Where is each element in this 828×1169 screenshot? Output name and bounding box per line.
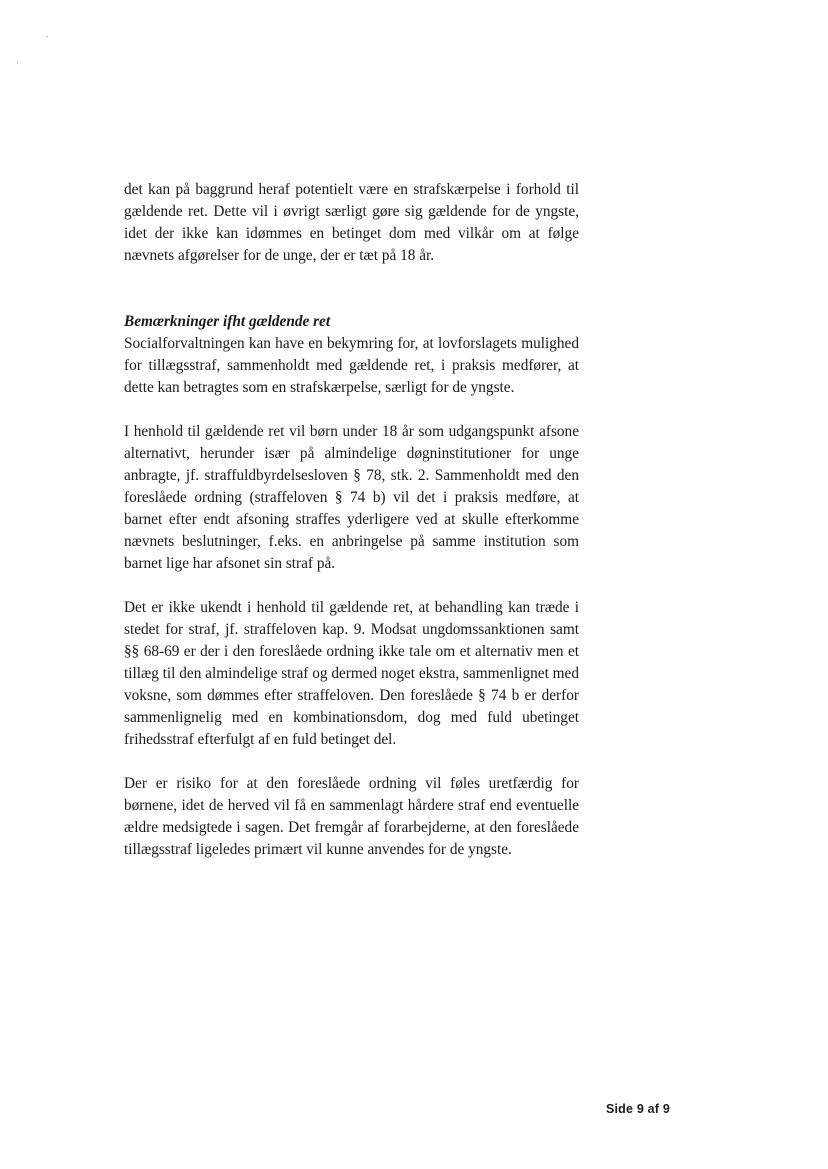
paragraph-treatment-comparison: Det er ikke ukendt i henhold til gældende ret, at behandling kan træde i stedet for straf, jf. straffeloven kap. 9. Modsat ungdomssanktionen samt §§ 68-69 er der i den foreslåede ordning ikke tale om et alternativ men et tillæg til den almindelige straf og dermed noget ekstra, sammenlignet med voksne, som dømmes efter straffeloven. Den foreslåede § 74 b er derfor sammenlignelig med en kombinationsdom, dog med fuld ubetinget frihedsstraf efterfulgt af en fuld betinget del.	[124, 599, 579, 748]
page-number: Side 9 af 9	[605, 1102, 670, 1116]
paragraph-spacer	[124, 289, 579, 311]
paragraph-concern: Socialforvaltningen kan have en bekymring for, at lovforslagets mulighed for tillægsstraf, sammenholdt med gældende ret, i praksis medfører, at dette kan betragtes som en strafskærpelse, særligt for de yngste.	[124, 335, 579, 396]
scan-speck	[46, 36, 48, 37]
paragraph-intro-continuation: det kan på baggrund heraf potentielt være en strafskærpelse i forhold til gældende ret. Dette vil i øvrigt særligt gøre sig gældende for de yngste, idet der ikke kan idømmes en betinget dom med vilkår om at følge nævnets afgørelser for de unge, der er tæt på 18 år.	[124, 181, 579, 264]
paragraph-spacer	[124, 267, 579, 289]
paragraph-spacer	[124, 399, 579, 421]
scan-speck	[17, 62, 18, 64]
paragraph-current-law: I henhold til gældende ret vil børn under 18 år som udgangspunkt afsone alternativt, herunder især på almindelige døgninstitutioner for unge anbragte, jf. straffuldbyrdelsesloven § 78, stk. 2. Sammenholdt med den foreslåede ordning (straffeloven § 74 b) vil det i praksis medføre, at barnet efter endt afsoning straffes yderligere ved at skulle efterkomme nævnets beslutninger, f.eks. en anbringelse på samme institution som barnet lige har afsonet sin straf på.	[124, 423, 579, 572]
section-heading: Bemærkninger ifht gældende ret	[124, 313, 331, 330]
paragraph-spacer	[124, 575, 579, 597]
paragraph-risk: Der er risiko for at den foreslåede ordning vil føles uretfærdig for børnene, idet de herved vil få en sammenlagt hårdere straf end eventuelle ældre medsigtede i sagen. Det fremgår af forarbejderne, at den foreslåede tillægsstraf ligeledes primært vil kunne anvendes for de yngste.	[124, 775, 579, 858]
document-body	[124, 179, 579, 861]
paragraph-spacer	[124, 751, 579, 773]
